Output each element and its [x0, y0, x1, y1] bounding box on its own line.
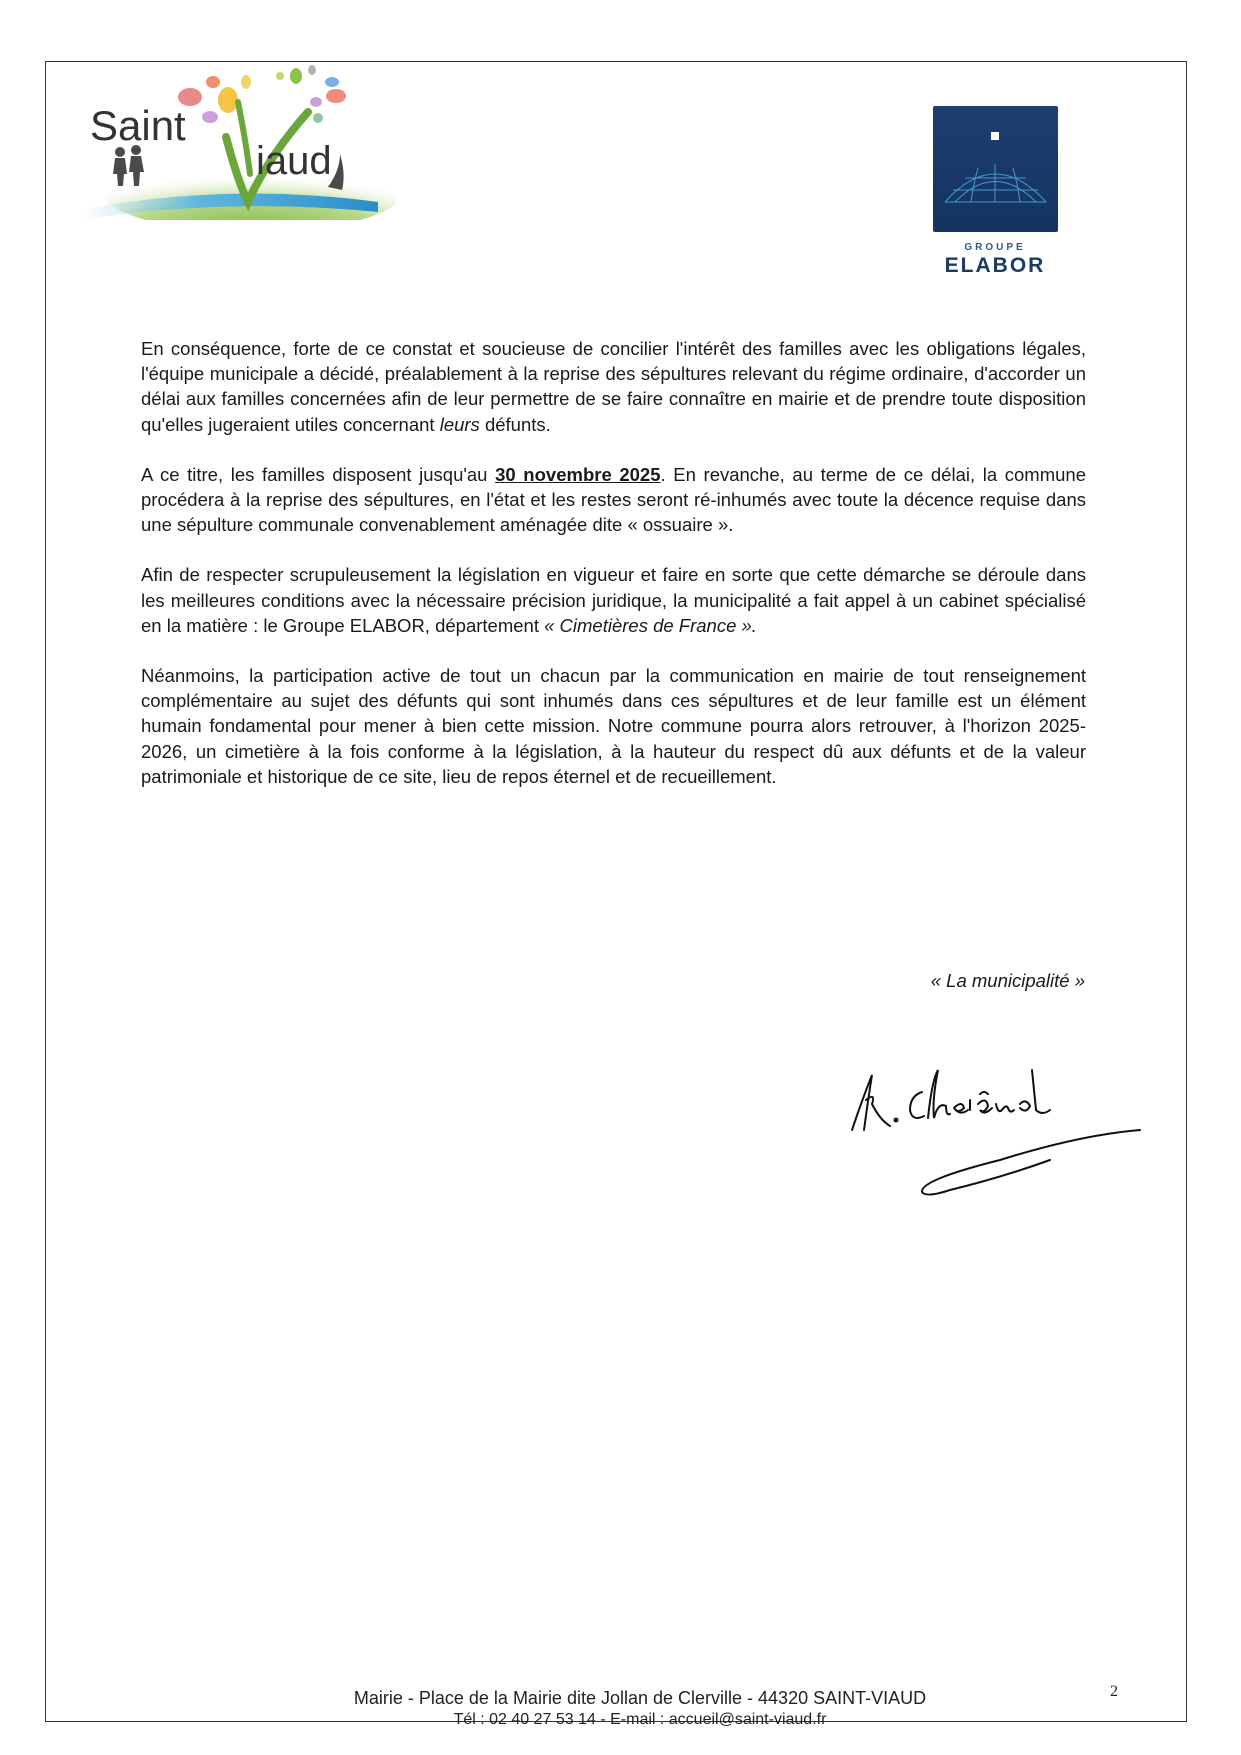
paragraph-1: En conséquence, forte de ce constat et soucieuse de concilier l'intérêt des familles avec les obligations légales, l'équipe municipale a décidé, préalablement à la reprise des sépultures relevant du régime ordinaire, d'accorder un délai aux familles concernées afin de leur permettre de se faire connaître en mairie et de prendre toute disposition qu'elles jugeraient utiles concernant leurs défunts. [141, 338, 1086, 435]
page-number: 2 [1110, 1683, 1118, 1700]
page-frame [45, 61, 1187, 1722]
deadline-date: 30 novembre 2025 [495, 463, 661, 485]
logo-text-saint: Saint [90, 102, 186, 149]
elabor-name-label: ELABOR [944, 254, 1046, 277]
elabor-groupe-label: GROUPE [964, 242, 1026, 253]
footer [280, 1686, 1000, 1732]
elabor-logo [928, 104, 1062, 279]
elabor-globe-icon [933, 106, 1058, 232]
paragraph-4: Néanmoins, la participation active de tout un chacun par la communication en mairie de tout renseignement complémentaire au sujet des défunts qui sont inhumés dans ces sépultures et de leur famille est un élément humain fondamental pour mener à bien cette mission. Notre commune pourra alors retrouver, à l'horizon 2025-2026, un cimetière à la fois conforme à la législation, à la hauteur du respect dû aux défunts et de la valeur patrimoniale et historique de ce site, lieu de repos éternel et de recueillement. [141, 665, 1086, 787]
sign-off: « La municipalité » [930, 970, 1085, 991]
letter-body [141, 336, 1086, 814]
footer-address: Mairie - Place de la Mairie dite Jollan de Clerville - 44320 SAINT-VIAUD [353, 1688, 927, 1708]
logo-text-viaud: iaud [256, 139, 332, 183]
footer-contact: Tél : 02 40 27 53 14 - E-mail : accueil@saint-viaud.fr [453, 1711, 827, 1728]
paragraph-3: Afin de respecter scrupuleusement la législation en vigueur et faire en sorte que cette démarche se déroule dans les meilleures conditions avec la nécessaire précision juridique, la municipalité a fait appel à un cabinet spécialisé en la matière : le Groupe ELABOR, département « Cimetières de France ». [141, 564, 1086, 636]
paragraph-2: A ce titre, les familles disposent jusqu'au 30 novembre 2025. En revanche, au terme de ce délai, la commune procédera à la reprise des sépultures, en l'état et les restes seront ré-inhumés avec toute la décence requise dans une sépulture communale convenablement aménagée dite « ossuaire ». [141, 463, 1086, 536]
signature [850, 1030, 1150, 1210]
saint-viaud-logo [78, 62, 396, 220]
